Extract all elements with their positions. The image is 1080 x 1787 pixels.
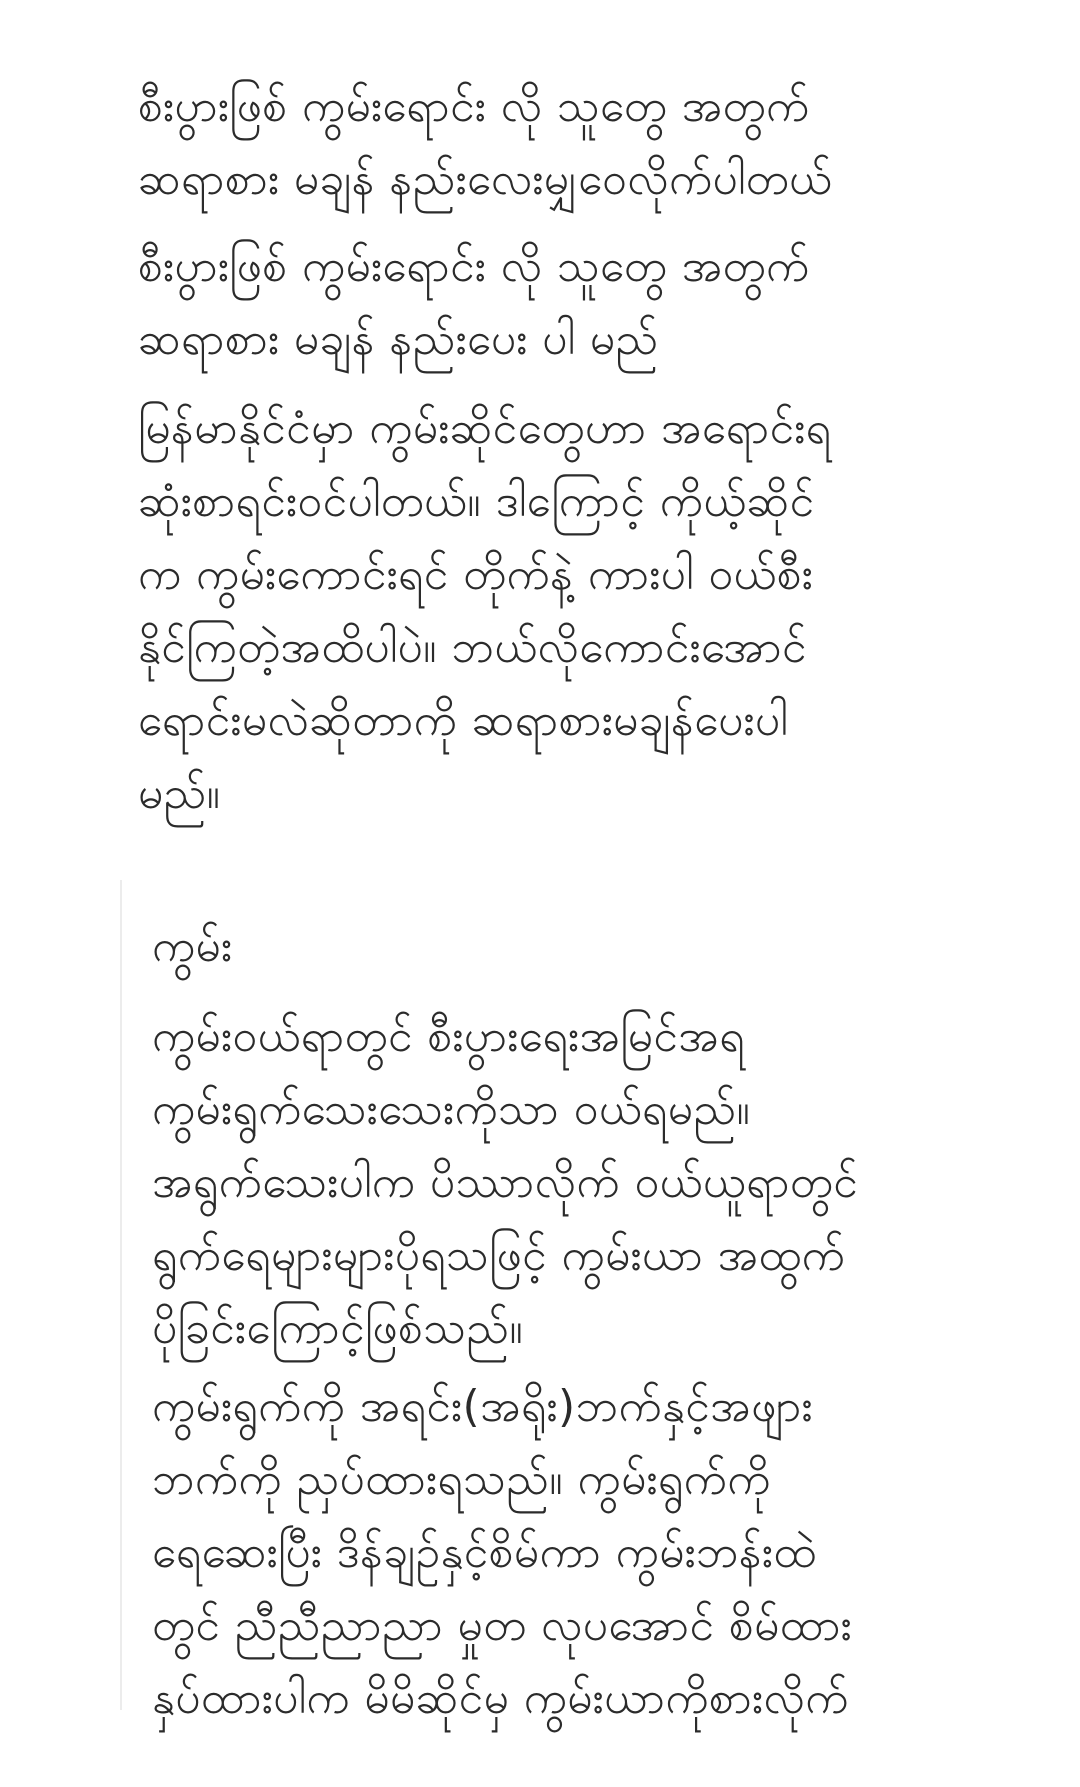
quote-paragraph-1: ကွမ်းဝယ်ရာတွင် စီးပွားရေးအမြင်အရ ကွမ်းရွက်သေးသေးကိုသာ ဝယ်ရမည်။ အရွက်သေးပါက ပိဿာလိုက် ဝယ်ယူရာတွင် ရွက်ရေများများပိုရသဖြင့် ကွမ်းယာ အထွက် ပိုခြင်းကြောင့်ဖြစ်သည်။ (152, 1011, 859, 1354)
paragraph-intro-subtitle: စီးပွားဖြစ် ကွမ်းရောင်း လို သူတွေ အတွက် ဆရာစား မချန် နည်းပေး ပါ မည် (138, 241, 810, 365)
paragraph-intro-body: မြန်မာနိုင်ငံမှာ ကွမ်းဆိုင်တွေဟာ အရောင်းရ ဆုံးစာရင်းဝင်ပါတယ်။ ဒါကြောင့် ကိုယ့်ဆိုင် က ကွမ်းကောင်းရင် တိုက်နဲ့ ကားပါ ဝယ်စီး နိုင်ကြတဲ့အထိပါပဲ။ ဘယ်လိုကောင်းအောင် ရောင်းမလဲဆိုတာကို ဆရာစားမချန်ပေးပါ မည်။ (138, 403, 832, 819)
paragraph-intro-title: စီးပွားဖြစ် ကွမ်းရောင်း လို သူတွေ အတွက် ဆရာစား မချန် နည်းလေးမျှဝေလိုက်ပါတယ် (138, 81, 833, 205)
quote-heading: ကွမ်း (152, 921, 233, 972)
quote-block (120, 880, 1062, 1724)
quote-paragraph-2: ကွမ်းရွက်ကို အရင်း(အရိုး)ဘက်နှင့်အဖျား ဘက်ကို ညှပ်ထားရသည်။ ကွမ်းရွက်ကို ရေဆေးပြီး ဒိန်ချဉ်နှင့်စိမ်ကာ ကွမ်းဘန်းထဲ တွင် ညီညီညာညာ မှုတ လုပအောင် စိမ်ထား နှပ်ထားပါက မိမိဆိုင်မှ ကွမ်းယာကိုစားလိုက် (152, 1381, 853, 1724)
